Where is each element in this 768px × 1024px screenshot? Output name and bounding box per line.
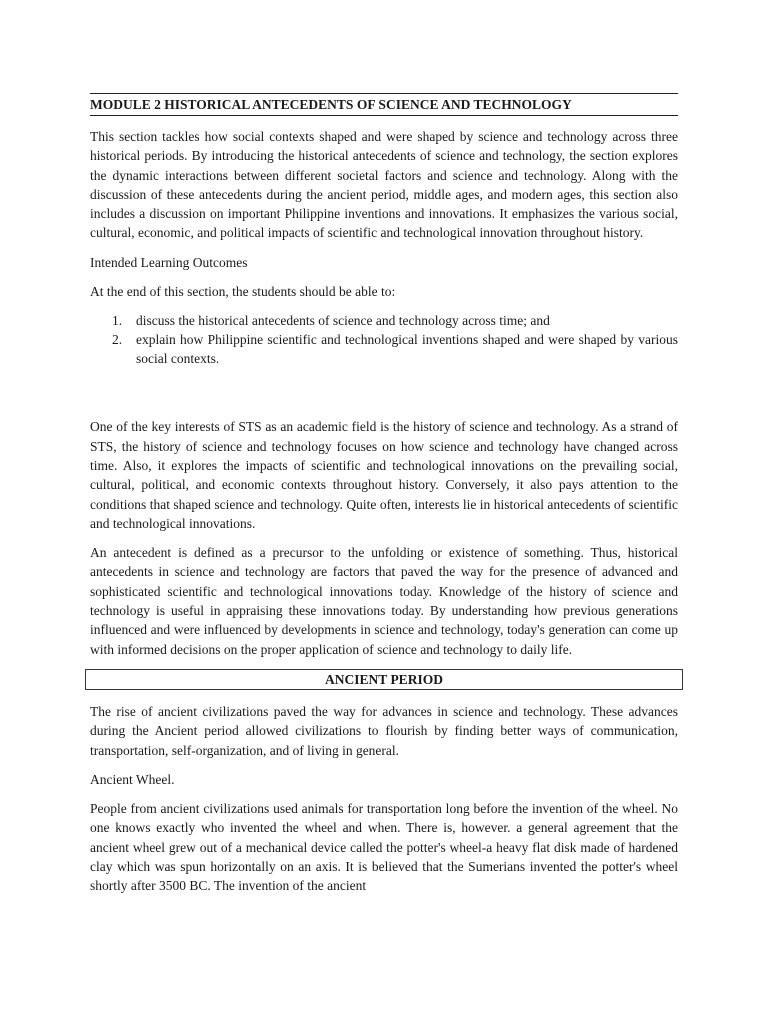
wheel-heading: Ancient Wheel. [90,771,175,787]
ilo-lead: At the end of this section, the students should be able to: [90,284,396,300]
list-item [90,311,678,330]
sts-paragraph: One of the key interests of STS as an academic field is the history of science and technology. As a strand of STS, the history of science and technology focuses on how science and technology have changed across time. Also, it explores the impacts of scientific and technological innovations on the prevailing social, cultural, political, and economic contexts throughout history. Conversely, it also pays attention to the conditions that shaped science and technology. Quite often, interests lie in historical antecedents of scientific and technological innovations. [90,419,678,531]
outcomes-list [90,311,678,368]
list-text: explain how Philippine scientific and technological inventions shaped and were shaped by various social contexts. [136,332,678,367]
list-item [90,330,678,368]
module-title: MODULE 2 HISTORICAL ANTECEDENTS OF SCIENCE AND TECHNOLOGY [90,93,678,116]
ilo-heading: Intended Learning Outcomes [90,254,248,270]
document-page [90,93,678,906]
list-number: 2. [112,332,123,348]
section-gap [90,378,678,417]
ancient-period-heading: ANCIENT PERIOD [85,669,683,690]
list-number: 1. [112,313,123,329]
intro-paragraph: This section tackles how social contexts shaped and were shaped by science and technology across three historical periods. By introducing the historical antecedents of science and technology, the section explores the dynamic interactions between different societal factors and science and technology. Along with the discussion of these antecedents during the ancient period, middle ages, and modern ages, this section also includes a discussion on important Philippine inventions and innovations. It emphasizes the various social, cultural, economic, and political impacts of scientific and technological innovation throughout history. [90,129,678,241]
wheel-paragraph: People from ancient civilizations used animals for transportation long before the invention of the wheel. No one knows exactly who invented the wheel and when. There is, however. a general agreement that the ancient wheel grew out of a mechanical device called the potter's wheel-a heavy flat disk made of hardened clay which was spun horizontally on an axis. It is believed that the Sumerians invented the potter's wheel shortly after 3500 BC. The invention of the ancient [90,801,678,894]
antecedent-paragraph: An antecedent is defined as a precursor to the unfolding or existence of something. Thus, historical antecedents in science and technology are factors that paved the way for the presence of advanced and sophisticated scientific and technological innovations today. Knowledge of the history of science and technology is useful in appraising these innovations today. By understanding how previous generations influenced and were influenced by developments in science and technology, today's generation can come up with informed decisions on the proper application of science and technology to daily life. [90,545,678,657]
ancient-paragraph: The rise of ancient civilizations paved the way for advances in science and technology. These advances during the Ancient period allowed civilizations to flourish by finding better ways of communication, transportation, self-organization, and of living in general. [90,703,678,758]
list-text: discuss the historical antecedents of science and technology across time; and [136,313,550,329]
